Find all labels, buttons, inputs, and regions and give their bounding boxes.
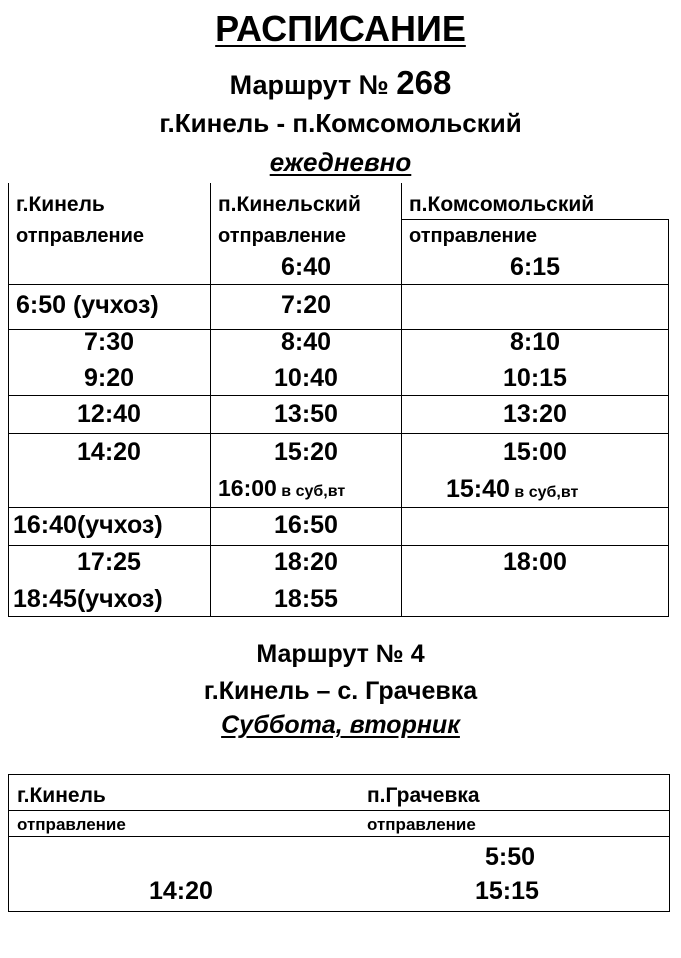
time-cell: 14:20 bbox=[149, 877, 213, 905]
time-cell: 13:20 bbox=[503, 400, 567, 428]
column-sub-komsomolsky: отправление bbox=[409, 225, 538, 247]
column-header-kinelsky: п.Кинельский bbox=[218, 193, 361, 216]
time-cell: 14:20 bbox=[77, 438, 141, 466]
time-cell: 17:25 bbox=[77, 548, 141, 576]
column-sub-kinel: отправление bbox=[17, 815, 126, 834]
time-cell: 16:50 bbox=[274, 511, 338, 539]
column-sub-grachevka: отправление bbox=[367, 815, 476, 834]
time-cell-weekday-extra: 15:40 в суб,вт bbox=[446, 475, 579, 503]
time-cell: 13:50 bbox=[274, 400, 338, 428]
time-cell: 15:15 bbox=[475, 877, 539, 905]
time-cell: 8:10 bbox=[509, 328, 561, 356]
time-cell: 8:40 bbox=[280, 328, 332, 356]
route1-number: 268 bbox=[396, 64, 452, 101]
time-cell: 18:20 bbox=[274, 548, 338, 576]
time-cell: 15:00 bbox=[503, 438, 567, 466]
time-cell: 7:30 bbox=[83, 328, 135, 356]
route2-schedule-table bbox=[8, 774, 670, 912]
time-cell: 7:20 bbox=[280, 291, 332, 319]
time-cell: 18:45(учхоз) bbox=[13, 585, 163, 613]
route2-days: Суббота, вторник bbox=[221, 711, 460, 739]
column-sub-kinel: отправление bbox=[16, 225, 145, 247]
time-cell: 6:40 bbox=[280, 253, 332, 281]
time-cell: 6:50 (учхоз) bbox=[16, 291, 159, 319]
time-cell: 10:15 bbox=[503, 364, 567, 392]
time-cell: 18:00 bbox=[503, 548, 567, 576]
column-header-komsomolsky: п.Комсомольский bbox=[409, 193, 595, 216]
time-cell: 9:20 bbox=[83, 364, 135, 392]
time-cell: 18:55 bbox=[274, 585, 338, 613]
column-header-kinel: г.Кинель bbox=[17, 784, 106, 807]
route1-schedule-table bbox=[8, 183, 668, 616]
route1-direction: г.Кинель - п.Комсомольский bbox=[159, 108, 522, 138]
column-sub-kinelsky: отправление bbox=[218, 225, 347, 247]
time-cell: 10:40 bbox=[274, 364, 338, 392]
page-title: РАСПИСАНИЕ bbox=[215, 8, 466, 49]
route1-label: Маршрут № bbox=[229, 70, 389, 100]
route1-header bbox=[0, 64, 681, 102]
weekday-note: в суб,вт bbox=[281, 483, 346, 500]
time-cell: 6:15 bbox=[509, 253, 561, 281]
column-header-grachevka: п.Грачевка bbox=[367, 784, 480, 807]
time-cell-weekday-extra: 16:00 в суб,вт bbox=[218, 475, 346, 501]
time-cell: 5:50 bbox=[485, 843, 536, 871]
time-cell: 15:20 bbox=[274, 438, 338, 466]
time-cell: 16:40(учхоз) bbox=[13, 511, 163, 539]
route2-header: Маршрут № 4 bbox=[256, 640, 425, 668]
column-header-kinel: г.Кинель bbox=[16, 193, 105, 216]
weekday-note: в суб,вт bbox=[514, 484, 579, 501]
route2-direction: г.Кинель – с. Грачевка bbox=[203, 677, 478, 705]
route1-frequency: ежедневно bbox=[269, 147, 412, 177]
time-cell: 12:40 bbox=[77, 400, 141, 428]
